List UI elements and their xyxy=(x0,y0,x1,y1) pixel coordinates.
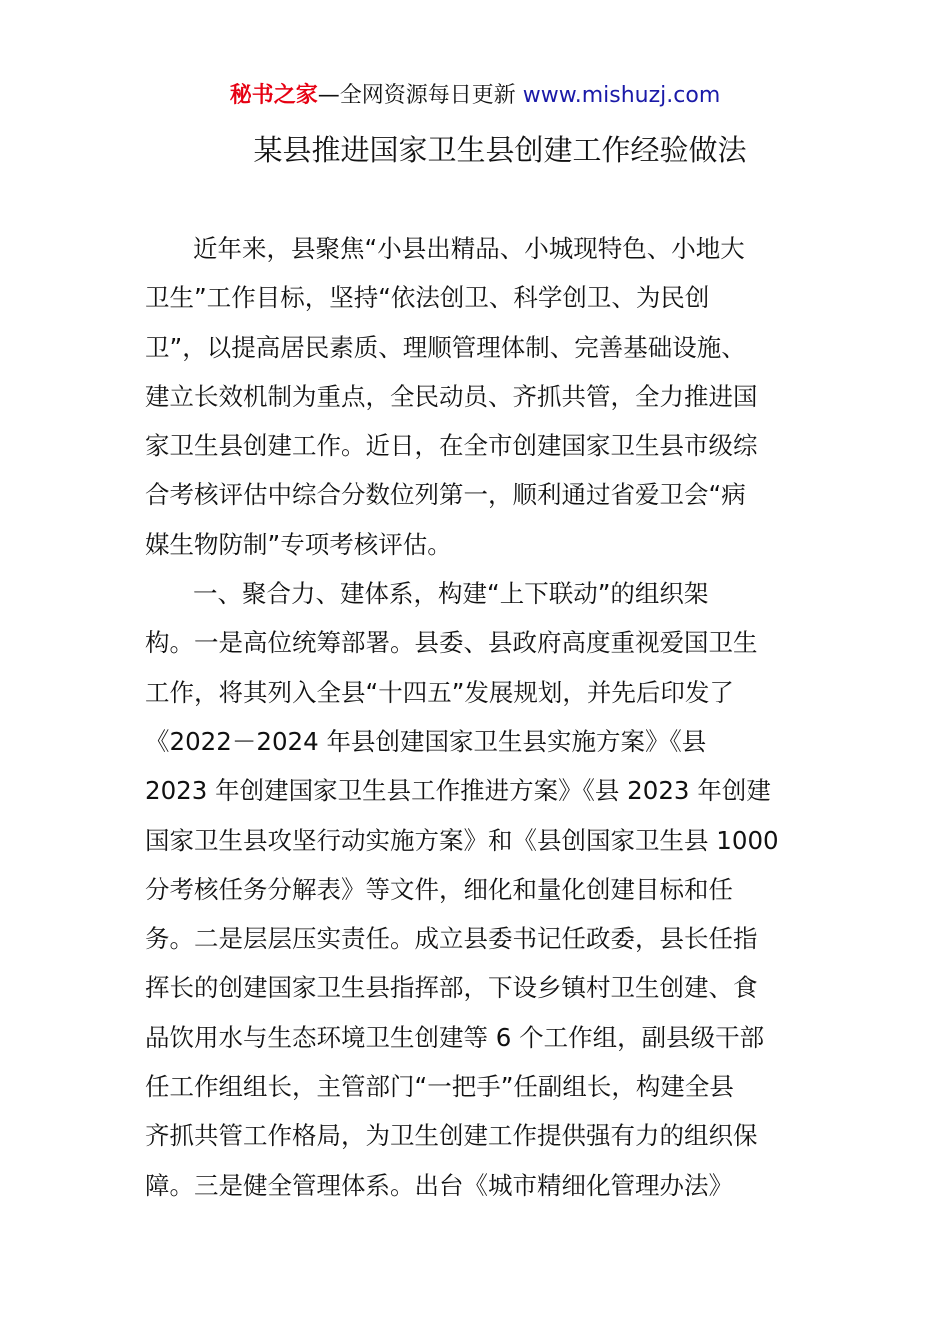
body-line: 卫”，以提高居民素质、理顺管理体制、完善基础设施、 xyxy=(145,332,746,362)
header-slogan: —全网资源每日更新 xyxy=(317,83,516,108)
body-line: 国家卫生县攻坚行动实施方案》和《县创国家卫生县 1000 xyxy=(145,825,779,855)
body-line: 务。二是层层压实责任。成立县委书记任政委，县长任指 xyxy=(145,924,758,954)
body-line: 家卫生县创建工作。近日，在全市创建国家卫生县市级综 xyxy=(145,431,758,461)
site-header xyxy=(0,80,950,112)
body-line: 媒生物防制”专项考核评估。 xyxy=(145,529,452,559)
body-line: 工作，将其列入全县“十四五”发展规划，并先后印发了 xyxy=(145,677,734,707)
body-line: 构。一是高位统筹部署。县委、县政府高度重视爱国卫生 xyxy=(145,628,758,658)
body-line: 《2022－2024 年县创建国家卫生县实施方案》《县 xyxy=(145,726,707,756)
document-body xyxy=(145,224,815,1210)
body-line: 挥长的创建国家卫生县指挥部，下设乡镇村卫生创建、食 xyxy=(145,973,758,1003)
body-line: 齐抓共管工作格局，为卫生创建工作提供强有力的组织保 xyxy=(145,1121,758,1151)
body-line: 卫生”工作目标，坚持“依法创卫、科学创卫、为民创 xyxy=(145,283,710,313)
body-line: 一、聚合力、建体系，构建“上下联动”的组织架 xyxy=(193,579,709,609)
document-title: 某县推进国家卫生县创建工作经验做法 xyxy=(253,133,747,167)
site-url-link[interactable]: www.mishuzj.com xyxy=(522,83,721,108)
body-line: 近年来，县聚焦“小县出精品、小城现特色、小地大 xyxy=(193,234,745,263)
body-line: 合考核评估中综合分数位列第一，顺利通过省爱卫会“病 xyxy=(145,480,746,510)
body-line: 品饮用水与生态环境卫生创建等 6 个工作组，副县级干部 xyxy=(145,1022,765,1052)
body-line: 任工作组组长，主管部门“一把手”任副组长，构建全县 xyxy=(145,1072,734,1102)
brand-name: 秘书之家 xyxy=(229,83,318,108)
body-line: 2023 年创建国家卫生县工作推进方案》《县 2023 年创建 xyxy=(145,776,771,806)
body-line: 分考核任务分解表》等文件，细化和量化创建目标和任 xyxy=(145,874,733,904)
body-line: 障。三是健全管理体系。出台《城市精细化管理办法》 xyxy=(145,1170,733,1200)
body-line: 建立长效机制为重点，全民动员、齐抓共管，全力推进国 xyxy=(145,381,758,411)
